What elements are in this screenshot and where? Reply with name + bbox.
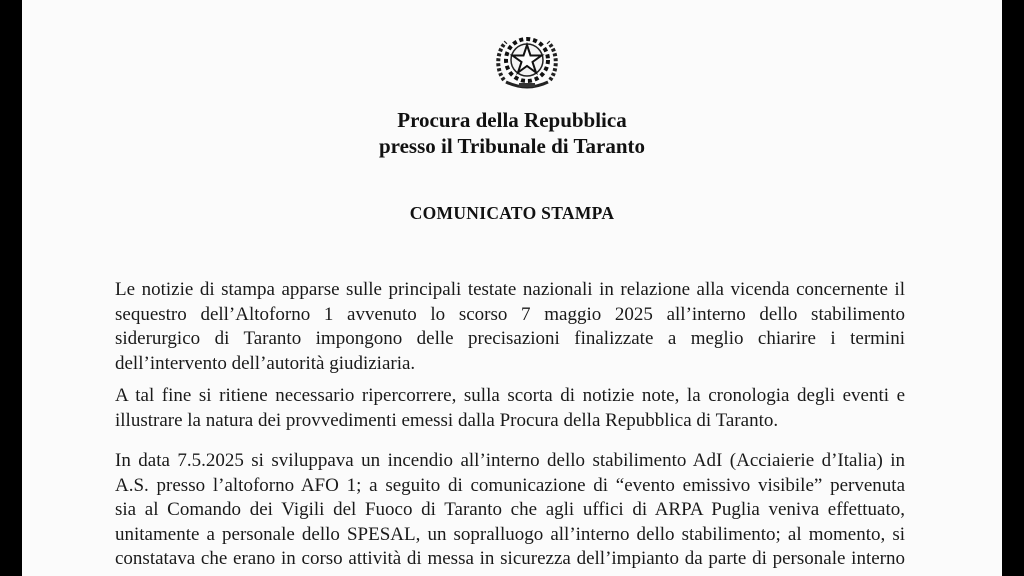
- paragraph-1: [115, 278, 905, 376]
- paragraph-line: In data 7.5.2025 si sviluppava un incendio all’interno dello stabilimento AdI (Acciaierie d’Italia) in: [115, 450, 905, 471]
- paragraph-line: sia al Comando dei Vigili del Fuoco di Taranto che agli uffici di ARPA Puglia veniva effettuato,: [115, 499, 905, 520]
- paragraph-line: unitamente a personale dello SPESAL, un sopralluogo all’interno dello stabilimento; al momento, si: [115, 523, 905, 545]
- office-name-line2: presso il Tribunale di Taranto: [378, 134, 646, 158]
- italian-republic-emblem-icon: [492, 30, 562, 92]
- paragraph-line: illustrare la natura dei provvedimenti emessi dalla Procura della Repubblica di Taranto.: [115, 409, 779, 431]
- paragraph-line: dell’intervento dell’autorità giudiziaria.: [115, 352, 416, 374]
- paragraph-line: sequestro dell’Altoforno 1 avvenuto lo scorso 7 maggio 2025 all’interno dello stabilimento: [115, 303, 905, 325]
- document-title: COMUNICATO STAMPA: [409, 203, 615, 223]
- paragraph-line: siderurgico di Taranto impongono delle precisazioni finalizzate a meglio chiarire i termini: [115, 328, 905, 349]
- document-page: [22, 0, 1002, 576]
- paragraph-3: [115, 449, 905, 572]
- paragraph-line: constatava che erano in corso attività di messa in sicurezza dell’impianto da parte di personale interno: [115, 548, 905, 569]
- office-name-line1: Procura della Repubblica: [397, 108, 627, 132]
- paragraph-line: Le notizie di stampa apparse sulle principali testate nazionali in relazione alla vicenda concernente il: [115, 279, 905, 300]
- paragraph-line: A.S. presso l’altoforno AFO 1; a seguito di comunicazione di “evento emissivo visibile” pervenuta: [115, 474, 905, 496]
- paragraph-2: [115, 384, 905, 433]
- paragraph-line: A tal fine si ritiene necessario ripercorrere, sulla scorta di notizie note, la cronologia degli eventi e: [115, 385, 905, 406]
